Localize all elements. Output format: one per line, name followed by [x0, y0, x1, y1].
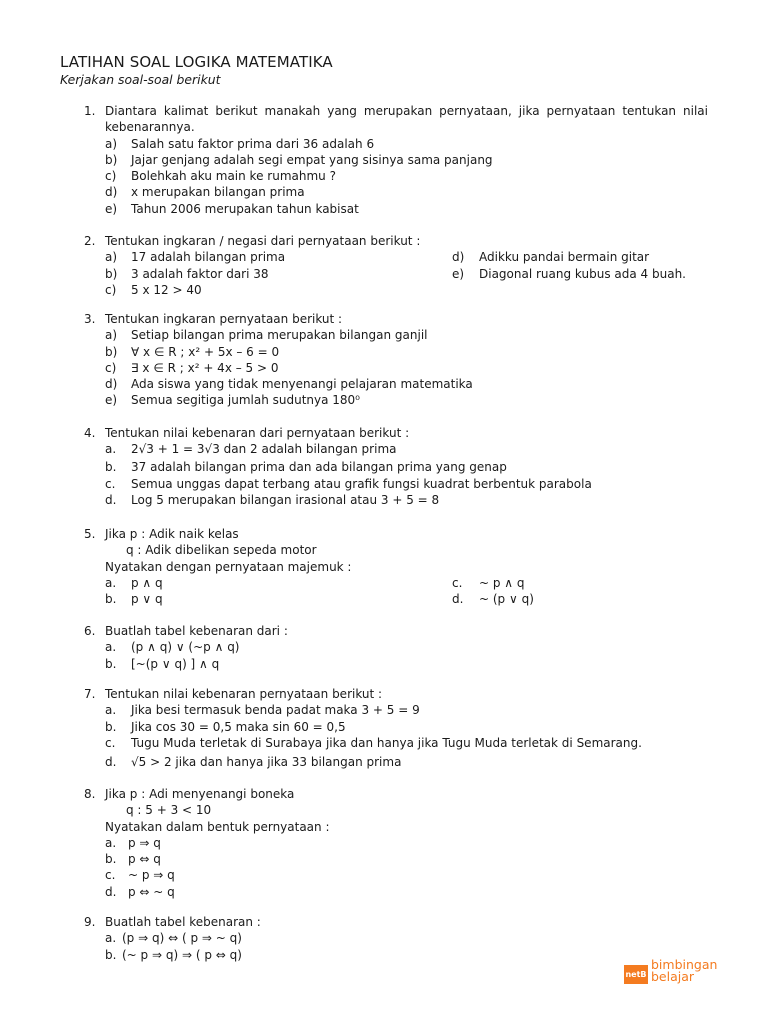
question-number: 4.	[84, 426, 96, 440]
list-item: d. p ⇔ ~ q	[105, 884, 175, 899]
question-number: 8.	[84, 787, 96, 801]
list-item: a. (p ∧ q) ∨ (~p ∧ q)	[105, 640, 240, 655]
question-number: 9.	[84, 915, 96, 929]
page-subtitle: Kerjakan soal-soal berikut	[60, 72, 221, 87]
list-item: a) Salah satu faktor prima dari 36 adalah 6	[105, 136, 375, 151]
list-item: a. p ∧ q c. ~ p ∧ q	[105, 575, 525, 590]
list-item: c) ∃ x ∈ R ; x² + 4x – 5 > 0	[105, 360, 279, 375]
question-text: Tentukan nilai kebenaran dari pernyataan berikut :	[105, 426, 410, 440]
list-item: b. 37 adalah bilangan prima dan ada bilangan prima yang genap	[105, 460, 507, 475]
bimbingan-belajar-logo	[624, 958, 720, 984]
question-6	[84, 623, 708, 672]
list-item: d. Log 5 merupakan bilangan irasional atau 3 + 5 = 8	[105, 492, 440, 507]
question-text: Tentukan ingkaran pernyataan berikut :	[105, 312, 343, 326]
question-text: Nyatakan dalam bentuk pernyataan :	[105, 819, 330, 834]
question-number: 6.	[84, 624, 96, 638]
list-item: b. Jika cos 30 = 0,5 maka sin 60 = 0,5	[105, 719, 346, 734]
list-item: b) 3 adalah faktor dari 38 e) Diagonal ruang kubus ada 4 buah.	[105, 266, 686, 281]
question-4	[84, 425, 708, 508]
question-5	[84, 526, 708, 607]
question-text: Buatlah tabel kebenaran dari :	[105, 624, 288, 638]
question-number: 1.	[84, 104, 96, 118]
list-item: b) Jajar genjang adalah segi empat yang sisinya sama panjang	[105, 152, 493, 167]
question-number: 3.	[84, 312, 96, 326]
question-text: Diantara kalimat berikut manakah yang merupakan pernyataan, jika pernyataan tentukan nilai kebenarannya.	[105, 104, 708, 135]
question-text: q : 5 + 3 < 10	[126, 803, 212, 818]
list-item: d) x merupakan bilangan prima	[105, 185, 305, 200]
question-8	[84, 786, 708, 900]
question-text: q : Adik dibelikan sepeda motor	[126, 543, 317, 558]
question-text: Buatlah tabel kebenaran :	[105, 915, 261, 929]
question-9	[84, 914, 708, 963]
list-item: a. 2√3 + 1 = 3√3 dan 2 adalah bilangan prima	[105, 442, 397, 457]
list-item: e) Tahun 2006 merupakan tahun kabisat	[105, 201, 359, 216]
list-item: b) ∀ x ∈ R ; x² + 5x – 6 = 0	[105, 344, 280, 359]
question-number: 5.	[84, 527, 96, 541]
logo-text-line1: bimbingan	[651, 957, 718, 972]
list-item: c) Bolehkah aku main ke rumahmu ?	[105, 169, 336, 184]
question-text: Jika p : Adi menyenangi boneka	[105, 787, 295, 801]
list-item: c) 5 x 12 > 40	[105, 282, 202, 297]
list-item: e) Semua segitiga jumlah sudutnya 180⁰	[105, 393, 360, 408]
logo-text-line2: belajar	[651, 969, 695, 984]
question-7	[84, 686, 708, 773]
list-item: c. ~ p ⇒ q	[105, 868, 175, 883]
list-item: d. √5 > 2 jika dan hanya jika 33 bilangan prima	[105, 755, 402, 770]
question-text: Jika p : Adik naik kelas	[105, 527, 239, 541]
list-item: c. Tugu Muda terletak di Surabaya jika dan hanya jika Tugu Muda terletak di Semarang.	[105, 735, 642, 750]
question-number: 2.	[84, 234, 96, 248]
list-item: d) Ada siswa yang tidak menyenangi pelajaran matematika	[105, 377, 473, 392]
list-item: a. p ⇒ q	[105, 835, 161, 850]
list-item: a. (p ⇒ q) ⇔ ( p ⇒ ~ q)	[105, 931, 242, 946]
list-item: b. p ∨ q d. ~ (p ∨ q)	[105, 592, 534, 607]
logo-mark: netB	[624, 965, 648, 984]
list-item: c. Semua unggas dapat terbang atau grafik fungsi kuadrat berbentuk parabola	[105, 476, 592, 491]
question-3	[84, 311, 708, 409]
list-item: a. Jika besi termasuk benda padat maka 3 + 5 = 9	[105, 703, 420, 718]
list-item: a) Setiap bilangan prima merupakan bilangan ganjil	[105, 328, 428, 343]
page-title: LATIHAN SOAL LOGIKA MATEMATIKA	[60, 53, 333, 71]
question-1	[84, 103, 708, 217]
question-text: Tentukan ingkaran / negasi dari pernyataan berikut :	[105, 234, 421, 248]
question-text: Tentukan nilai kebenaran pernyataan berikut :	[105, 687, 383, 701]
question-2	[84, 233, 708, 298]
list-item: b. p ⇔ q	[105, 852, 161, 867]
list-item: b. (~ p ⇒ q) ⇒ ( p ⇔ q)	[105, 947, 242, 962]
list-item: b. [~(p ∨ q) ] ∧ q	[105, 656, 220, 671]
question-text: Nyatakan dengan pernyataan majemuk :	[105, 559, 352, 574]
list-item: a) 17 adalah bilangan prima d) Adikku pandai bermain gitar	[105, 250, 650, 265]
question-number: 7.	[84, 687, 96, 701]
